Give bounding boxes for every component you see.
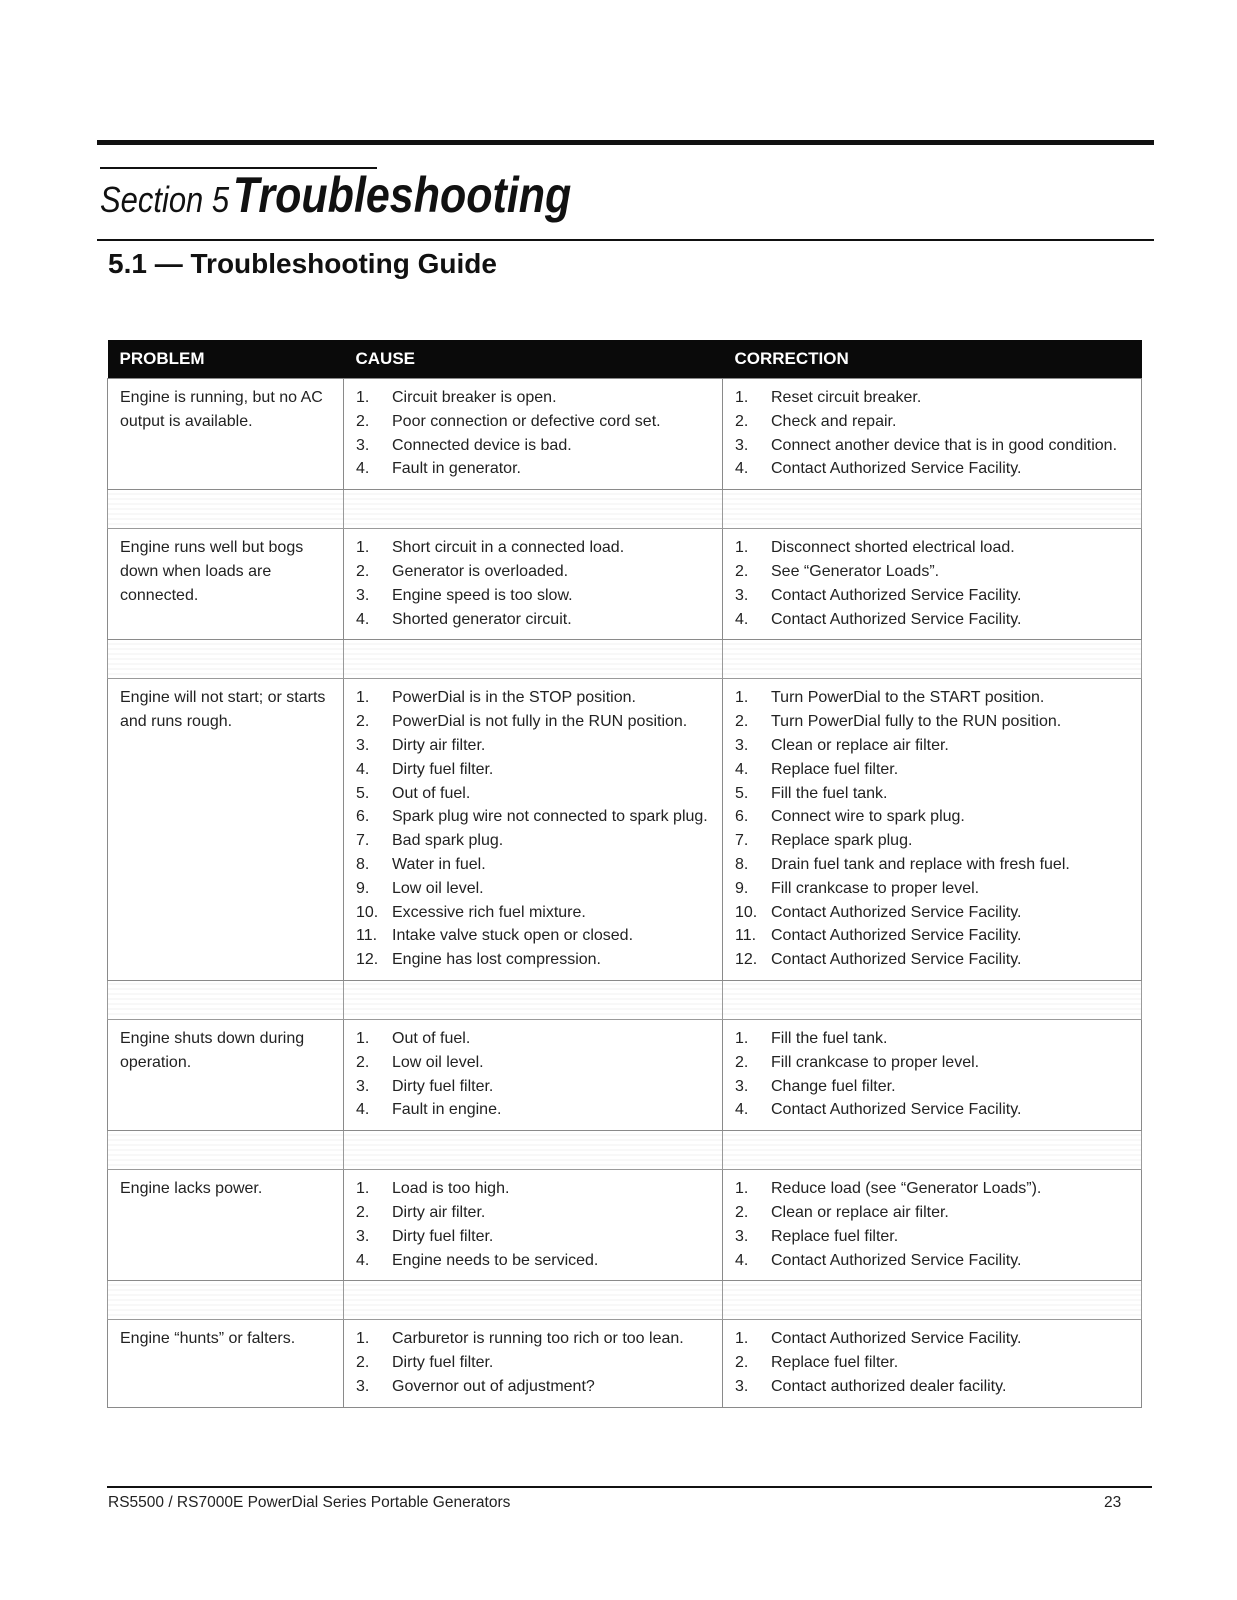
correction-item: Contact Authorized Service Facility. [771, 586, 1022, 604]
cause-cell [344, 529, 723, 640]
correction-item: Contact Authorized Service Facility. [771, 951, 1022, 969]
spacer-cell [723, 1131, 1142, 1170]
spacer-cell [108, 1281, 344, 1320]
cause-item: Dirty fuel filter. [392, 1227, 494, 1245]
cause-item: Load is too high. [392, 1180, 510, 1198]
table-row [108, 529, 1142, 640]
header-problem: PROBLEM [108, 340, 344, 379]
cause-list [356, 1027, 710, 1122]
spacer-cell [344, 980, 723, 1019]
correction-list [735, 1177, 1129, 1272]
footer-rule [107, 1486, 1152, 1488]
cause-item: Low oil level. [392, 1053, 484, 1071]
correction-item: Fill crankcase to proper level. [771, 1053, 980, 1071]
cause-item: Dirty air filter. [392, 1203, 486, 1221]
problem-text: Engine shuts down during operation. [120, 1029, 305, 1071]
spacer-row [108, 640, 1142, 679]
correction-list [735, 536, 1129, 631]
correction-item: Contact Authorized Service Facility. [771, 1251, 1022, 1269]
table-row [108, 1170, 1142, 1281]
cause-list [356, 686, 710, 972]
cause-item: Low oil level. [392, 879, 484, 897]
cause-item: Dirty fuel filter. [392, 760, 494, 778]
correction-item: Contact Authorized Service Facility. [771, 903, 1022, 921]
cause-item: Shorted generator circuit. [392, 610, 572, 628]
spacer-row [108, 1131, 1142, 1170]
troubleshooting-table [107, 340, 1142, 1408]
correction-item: Disconnect shorted electrical load. [771, 539, 1015, 557]
correction-item: Replace fuel filter. [771, 1354, 899, 1372]
cause-item: Short circuit in a connected load. [392, 539, 625, 557]
table-row [108, 379, 1142, 490]
correction-item: Clean or replace air filter. [771, 736, 949, 754]
cause-item: Intake valve stuck open or closed. [392, 927, 634, 945]
correction-item: Replace fuel filter. [771, 760, 899, 778]
correction-item: Turn PowerDial fully to the RUN position. [771, 713, 1062, 731]
correction-list [735, 1327, 1129, 1398]
problem-text: Engine lacks power. [120, 1180, 263, 1198]
spacer-cell [344, 640, 723, 679]
cause-item: Generator is overloaded. [392, 562, 569, 580]
top-rule [97, 140, 1154, 145]
correction-list [735, 386, 1129, 481]
correction-cell [723, 679, 1142, 981]
cause-cell [344, 679, 723, 981]
cause-item: Dirty fuel filter. [392, 1077, 494, 1095]
cause-item: PowerDial is in the STOP position. [392, 689, 636, 707]
correction-item: Contact authorized dealer facility. [771, 1377, 1007, 1395]
correction-item: Reduce load (see “Generator Loads”). [771, 1180, 1042, 1198]
header-cause: CAUSE [344, 340, 723, 379]
footer-document-title: RS5500 / RS7000E PowerDial Series Portable Generators [108, 1494, 511, 1511]
spacer-row [108, 980, 1142, 1019]
table-row [108, 1019, 1142, 1130]
correction-cell [723, 1170, 1142, 1281]
problem-cell [108, 679, 344, 981]
cause-item: Dirty fuel filter. [392, 1354, 494, 1372]
cause-item: Water in fuel. [392, 855, 486, 873]
cause-item: Dirty air filter. [392, 736, 486, 754]
correction-item: Fill the fuel tank. [771, 1029, 888, 1047]
spacer-cell [344, 490, 723, 529]
cause-item: Out of fuel. [392, 1029, 471, 1047]
correction-item: Fill the fuel tank. [771, 784, 888, 802]
spacer-cell [108, 490, 344, 529]
table-row [108, 1320, 1142, 1407]
section-title [100, 166, 571, 228]
correction-item: Contact Authorized Service Facility. [771, 460, 1022, 478]
problem-text: Engine is running, but no AC output is available. [120, 389, 323, 430]
cause-item: Spark plug wire not connected to spark plug. [392, 808, 708, 826]
cause-item: Poor connection or defective cord set. [392, 412, 661, 430]
page-number: 23 [1104, 1494, 1122, 1511]
cause-item: Out of fuel. [392, 784, 471, 802]
cause-cell [344, 379, 723, 490]
spacer-cell [108, 980, 344, 1019]
cause-item: Governor out of adjustment? [392, 1377, 595, 1395]
cause-list [356, 1177, 710, 1272]
spacer-cell [723, 980, 1142, 1019]
spacer-row [108, 490, 1142, 529]
table-row [108, 679, 1142, 981]
table-header-row [108, 340, 1142, 379]
subsection-title: 5.1 — Troubleshooting Guide [108, 248, 497, 279]
spacer-cell [723, 1281, 1142, 1320]
correction-item: Turn PowerDial to the START position. [771, 689, 1045, 707]
cause-item: Circuit breaker is open. [392, 389, 557, 406]
problem-cell [108, 1170, 344, 1281]
cause-cell [344, 1320, 723, 1407]
correction-item: Change fuel filter. [771, 1077, 896, 1095]
problem-cell [108, 1019, 344, 1130]
correction-cell [723, 1320, 1142, 1407]
correction-item: Replace fuel filter. [771, 1227, 899, 1245]
correction-item: Reset circuit breaker. [771, 389, 922, 406]
cause-item: Engine has lost compression. [392, 951, 601, 969]
cause-list [356, 386, 710, 481]
correction-item: Clean or replace air filter. [771, 1203, 949, 1221]
cause-item: Engine needs to be serviced. [392, 1251, 599, 1269]
correction-item: Replace spark plug. [771, 832, 913, 850]
correction-cell [723, 1019, 1142, 1130]
section-prefix: Section 5 [100, 179, 230, 220]
spacer-cell [108, 1131, 344, 1170]
cause-item: Fault in engine. [392, 1101, 502, 1119]
correction-item: Contact Authorized Service Facility. [771, 927, 1022, 945]
cause-list [356, 1327, 710, 1398]
correction-item: See “Generator Loads”. [771, 562, 940, 580]
correction-list [735, 1027, 1129, 1122]
cause-list [356, 536, 710, 631]
cause-item: PowerDial is not fully in the RUN position. [392, 713, 688, 731]
correction-item: Connect another device that is in good condition. [771, 436, 1118, 454]
correction-item: Contact Authorized Service Facility. [771, 1330, 1022, 1348]
spacer-cell [344, 1281, 723, 1320]
spacer-cell [108, 640, 344, 679]
correction-cell [723, 529, 1142, 640]
cause-item: Carburetor is running too rich or too lean. [392, 1330, 684, 1348]
problem-cell [108, 379, 344, 490]
spacer-cell [723, 490, 1142, 529]
cause-cell [344, 1019, 723, 1130]
problem-text: Engine runs well but bogs down when loads are connected. [120, 539, 304, 604]
problem-text: Engine will not start; or starts and runs rough. [120, 689, 326, 731]
section-name: Troubleshooting [232, 167, 572, 223]
correction-cell [723, 379, 1142, 490]
correction-item: Contact Authorized Service Facility. [771, 1101, 1022, 1119]
cause-item: Excessive rich fuel mixture. [392, 903, 586, 921]
correction-item: Contact Authorized Service Facility. [771, 610, 1022, 628]
cause-cell [344, 1170, 723, 1281]
spacer-row [108, 1281, 1142, 1320]
cause-item: Connected device is bad. [392, 436, 572, 454]
problem-cell [108, 529, 344, 640]
cause-item: Engine speed is too slow. [392, 586, 573, 604]
correction-item: Check and repair. [771, 412, 897, 430]
cause-item: Fault in generator. [392, 460, 521, 478]
correction-list [735, 686, 1129, 972]
table-body [108, 379, 1142, 1408]
correction-item: Connect wire to spark plug. [771, 808, 965, 826]
spacer-cell [344, 1131, 723, 1170]
title-underline [97, 239, 1154, 241]
correction-item: Fill crankcase to proper level. [771, 879, 980, 897]
correction-item: Drain fuel tank and replace with fresh fuel. [771, 855, 1070, 873]
header-correction: CORRECTION [723, 340, 1142, 379]
problem-text: Engine “hunts” or falters. [120, 1330, 296, 1348]
cause-item: Bad spark plug. [392, 832, 504, 850]
spacer-cell [723, 640, 1142, 679]
problem-cell [108, 1320, 344, 1407]
